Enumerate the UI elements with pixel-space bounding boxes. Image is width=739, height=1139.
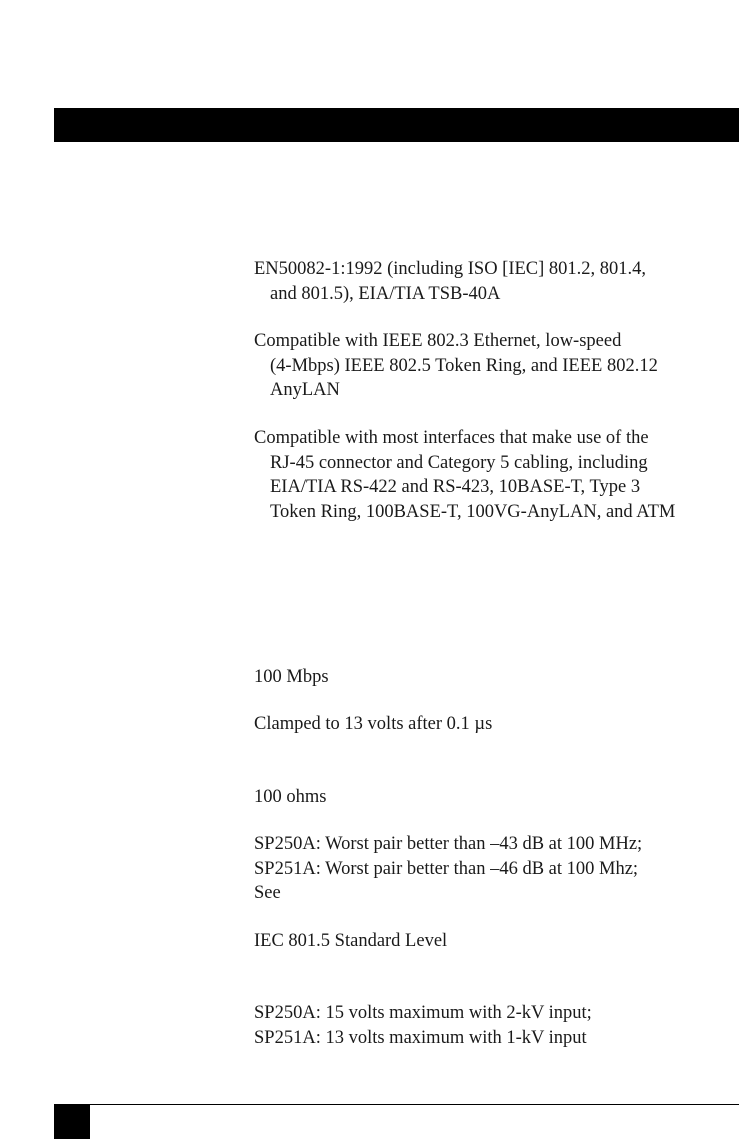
clamping-spec bbox=[254, 712, 739, 737]
lan-compatibility-spec bbox=[254, 329, 739, 403]
speed-spec bbox=[254, 665, 739, 690]
esd-level-spec bbox=[254, 929, 739, 954]
surge-spec bbox=[254, 1001, 739, 1050]
page-number-block bbox=[54, 1104, 90, 1139]
spec-line: AnyLAN bbox=[270, 380, 340, 400]
spec-line: 100 Mbps bbox=[254, 667, 329, 687]
spec-line: Clamped to 13 volts after 0.1 µs bbox=[254, 714, 493, 734]
spec-line: SP251A: Worst pair better than –46 dB at 100 Mhz; bbox=[254, 858, 639, 879]
interface-compatibility-spec bbox=[254, 426, 739, 524]
spec-line: EIA/TIA RS-422 and RS-423, 10BASE-T, Type 3 bbox=[270, 477, 641, 497]
spec-line: See bbox=[254, 883, 281, 903]
spec-line: and 801.5), EIA/TIA TSB-40A bbox=[270, 283, 501, 304]
spec-line: SP250A: Worst pair better than –43 dB at 100 MHz; bbox=[254, 834, 643, 854]
footer-rule bbox=[54, 1104, 739, 1105]
spec-line: 100 ohms bbox=[254, 787, 327, 807]
spec-line: EN50082-1:1992 (including ISO [IEC] 801.2, 801.4, bbox=[254, 259, 647, 279]
header-bar bbox=[54, 108, 739, 142]
spec-line: Compatible with most interfaces that make use of the bbox=[254, 428, 649, 448]
spec-line: Compatible with IEEE 802.3 Ethernet, low-speed bbox=[254, 331, 622, 351]
spec-line: Token Ring, 100BASE-T, 100VG-AnyLAN, and ATM bbox=[270, 501, 676, 522]
standards-spec bbox=[254, 257, 739, 306]
spec-line: SP250A: 15 volts maximum with 2-kV input; bbox=[254, 1003, 592, 1023]
crosstalk-spec bbox=[254, 832, 739, 906]
spec-line: SP251A: 13 volts maximum with 1-kV input bbox=[254, 1027, 587, 1048]
spec-line: (4-Mbps) IEEE 802.5 Token Ring, and IEEE 802.12 bbox=[270, 355, 658, 376]
spec-line: RJ-45 connector and Category 5 cabling, including bbox=[270, 452, 648, 473]
spec-line: IEC 801.5 Standard Level bbox=[254, 931, 448, 951]
impedance-spec bbox=[254, 785, 739, 810]
